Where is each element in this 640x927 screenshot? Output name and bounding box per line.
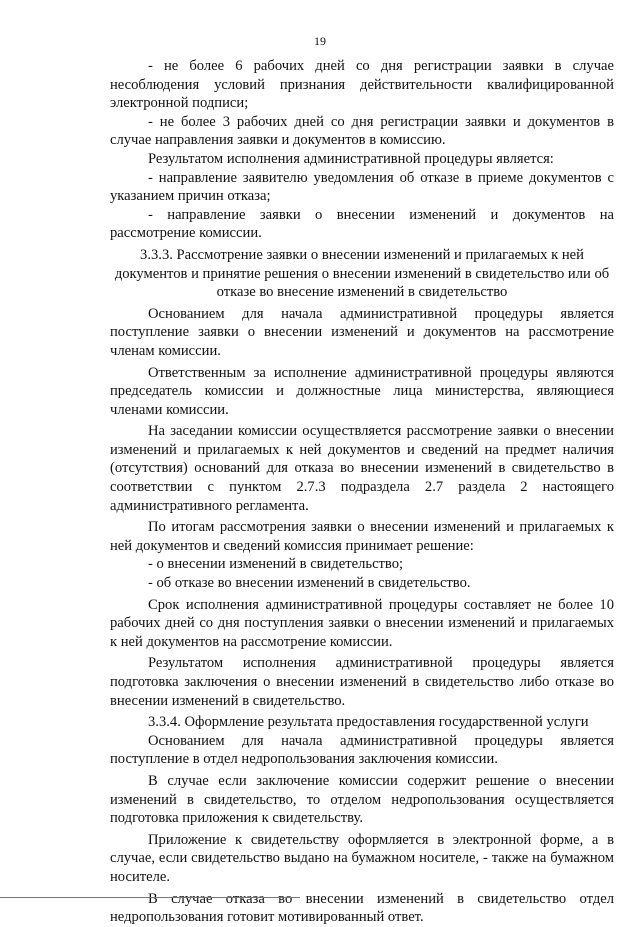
document-body <box>110 57 614 927</box>
paragraph: Ответственным за исполнение административной процедуры являются председатель комиссии и должностные лица министерства, являющиеся членами комиссии. <box>110 364 614 418</box>
paragraph: На заседании комиссии осуществляется рассмотрение заявки о внесении изменений и прилагаемых к ней документов и сведений на предмет наличия (отсутствия) оснований для отказа во внесении изменений в свидетельство в соответствии с пунктом 2.7.3 подраздела 2.7 раздела 2 настоящего административного регламента. <box>110 423 614 514</box>
footer-rule <box>0 897 300 898</box>
paragraph: - не более 6 рабочих дней со дня регистрации заявки в случае несоблюдения условий признания действительности квалифицированной электронной подписи; <box>110 58 614 112</box>
paragraph: Результатом исполнения административной процедуры является: <box>148 150 554 167</box>
section-heading-3-3-3: 3.3.3. Рассмотрение заявки о внесении изменений и прилагаемых к ней документов и принятие решения о внесении изменений в свидетельство или об отказе во внесение изменений в свидетельство <box>114 246 610 301</box>
paragraph: Результатом исполнения административной процедуры является подготовка заключения о внесении изменений в свидетельство либо отказе во внесении изменений в свидетельство. <box>110 655 614 709</box>
paragraph: - направление заявки о внесении изменений и документов на рассмотрение комиссии. <box>110 206 614 242</box>
page-number: 19 <box>314 34 326 48</box>
paragraph: Основанием для начала административной процедуры является поступление заявки о внесении изменений и документов на рассмотрение членам комиссии. <box>110 305 614 359</box>
paragraph: В случае если заключение комиссии содержит решение о внесении изменений в свидетельство, то отделом недропользования осуществляется подготовка приложения к свидетельству. <box>110 772 614 827</box>
paragraph: Приложение к свидетельству оформляется в электронной форме, а в случае, если свидетельство выдано на бумажном носителе, - также на бумажном носителе. <box>110 831 614 885</box>
list-item: - о внесении изменений в свидетельство; <box>148 556 404 573</box>
paragraph: По итогам рассмотрения заявки о внесении изменений и прилагаемых к ней документов и сведений комиссия принимает решение: <box>110 519 614 554</box>
list-item: - об отказе во внесении изменений в свидетельство. <box>148 575 471 592</box>
paragraph: Основанием для начала административной процедуры является поступление в отдел недропользования заключения комиссии. <box>110 732 614 768</box>
paragraph: - не более 3 рабочих дней со дня регистрации заявки и документов в случае направления заявки и документов в комиссию. <box>110 113 614 149</box>
paragraph: В случае отказа во внесении изменений в свидетельство отдел недропользования готовит мотивированный ответ. <box>110 890 614 926</box>
paragraph: - направление заявителю уведомления об отказе в приеме документов с указанием причин отказа; <box>110 169 614 205</box>
paragraph: Срок исполнения административной процедуры составляет не более 10 рабочих дней со дня поступления заявки о внесении изменений и прилагаемых к ней документов на рассмотрение комиссии. <box>110 596 614 650</box>
section-heading-3-3-4: 3.3.4. Оформление результата предоставления государственной услуги <box>148 714 589 731</box>
